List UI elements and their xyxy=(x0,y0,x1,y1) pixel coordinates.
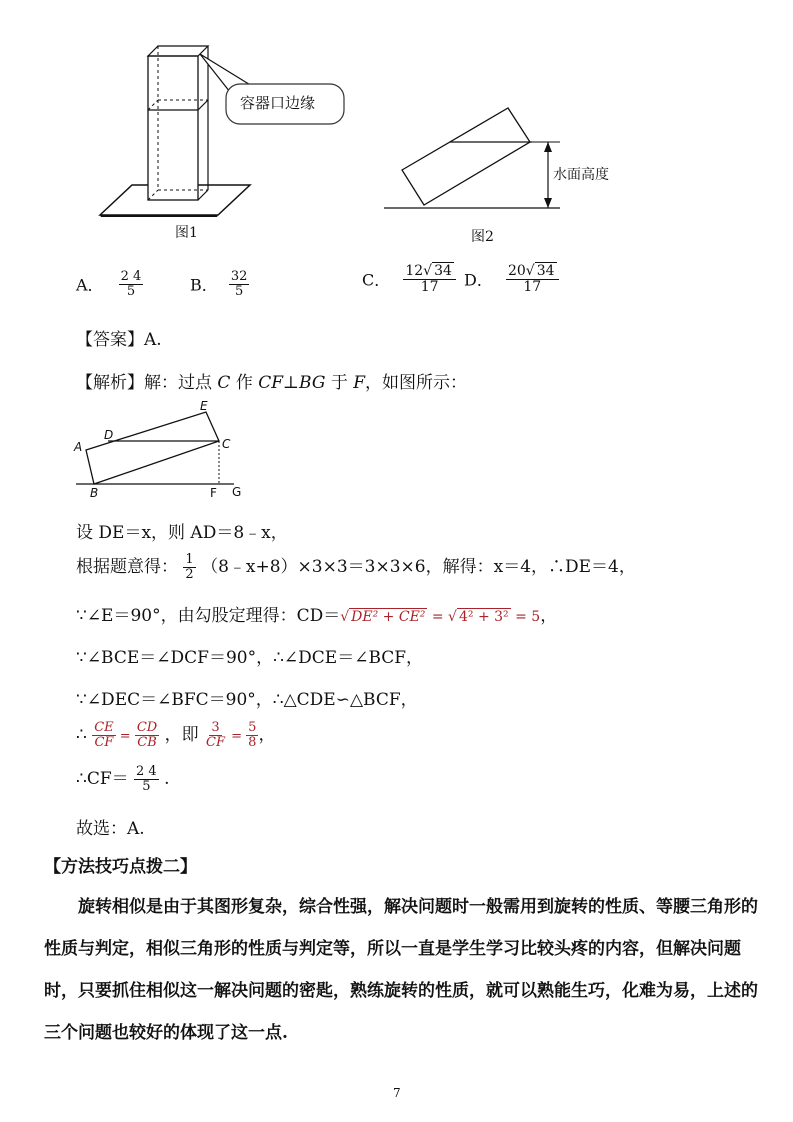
step-8: 故选：A. xyxy=(76,819,145,839)
analysis-line: 【解析】解：过点 C 作 CF⊥BG 于 F，如图所示： xyxy=(76,373,468,393)
step-3: ∵∠E＝90°，由勾股定理得：CD＝√ DE² + CE² = √ 4² + 3² = 5， xyxy=(76,606,558,626)
step-7: ∴CF＝ $\frac{2 4}{5}$ . xyxy=(76,764,170,794)
answer-line: 【答案】A. xyxy=(76,330,162,350)
label-g: G xyxy=(232,485,242,499)
callout-text: 容器口边缘 xyxy=(240,94,316,112)
label-b: B xyxy=(90,486,99,500)
option-b: B． $\frac{32}{5}$ xyxy=(190,269,248,299)
label-f: F xyxy=(210,486,217,500)
option-a: A． $\frac{2 4}{5}$ xyxy=(76,269,142,299)
step-2: 根据题意得： $\frac{1}{2}$ （8﹣x+8）×3×3＝3×3×6，解得：x＝4，∴DE＝4， xyxy=(76,552,636,582)
method-body: 旋转相似是由于其图形复杂，综合性强，解决问题时一般需用到旋转的性质、等腰三角形的性质与判定，相似三角形的性质与判定等，所以一直是学生学习比较头疼的内容，但解决问题时，只要抓住相似这一解决问题的密匙，熟练旋转的性质，就可以熟能生巧，化难为易，上述的三个问题也较好的体现了这一点. xyxy=(44,897,758,1043)
figure-2 xyxy=(380,100,580,220)
label-d: D xyxy=(104,428,114,442)
page-number: 7 xyxy=(393,1086,401,1100)
step-6: ∴ $\frac{CE}{CF}$ = $\frac{CD}{CB}$ ，即 $\frac{3}{CF}$ = $\frac{5}{8}$ ， xyxy=(76,720,276,750)
option-c: C． $\frac{12√ 34}{17}$ xyxy=(362,264,456,294)
water-height-label: 水面高度 xyxy=(553,167,609,183)
figure-1 xyxy=(90,40,360,230)
step-5: ∵∠DEC＝∠BFC＝90°，∴△CDE∽△BCF， xyxy=(76,690,418,710)
step-1: 设 DE＝x，则 AD＝8﹣x， xyxy=(76,523,288,543)
method-heading: 【方法技巧点拨二】 xyxy=(44,857,197,877)
label-a: A xyxy=(74,440,83,454)
figure-1-caption: 图1 xyxy=(175,225,198,241)
figure-2-caption: 图2 xyxy=(471,229,494,245)
label-c: C xyxy=(222,437,231,451)
step-4: ∵∠BCE＝∠DCF＝90°，∴∠DCE＝∠BCF， xyxy=(76,648,424,668)
label-e: E xyxy=(200,399,208,413)
option-d: D． $\frac{20√ 34}{17}$ xyxy=(464,264,559,294)
